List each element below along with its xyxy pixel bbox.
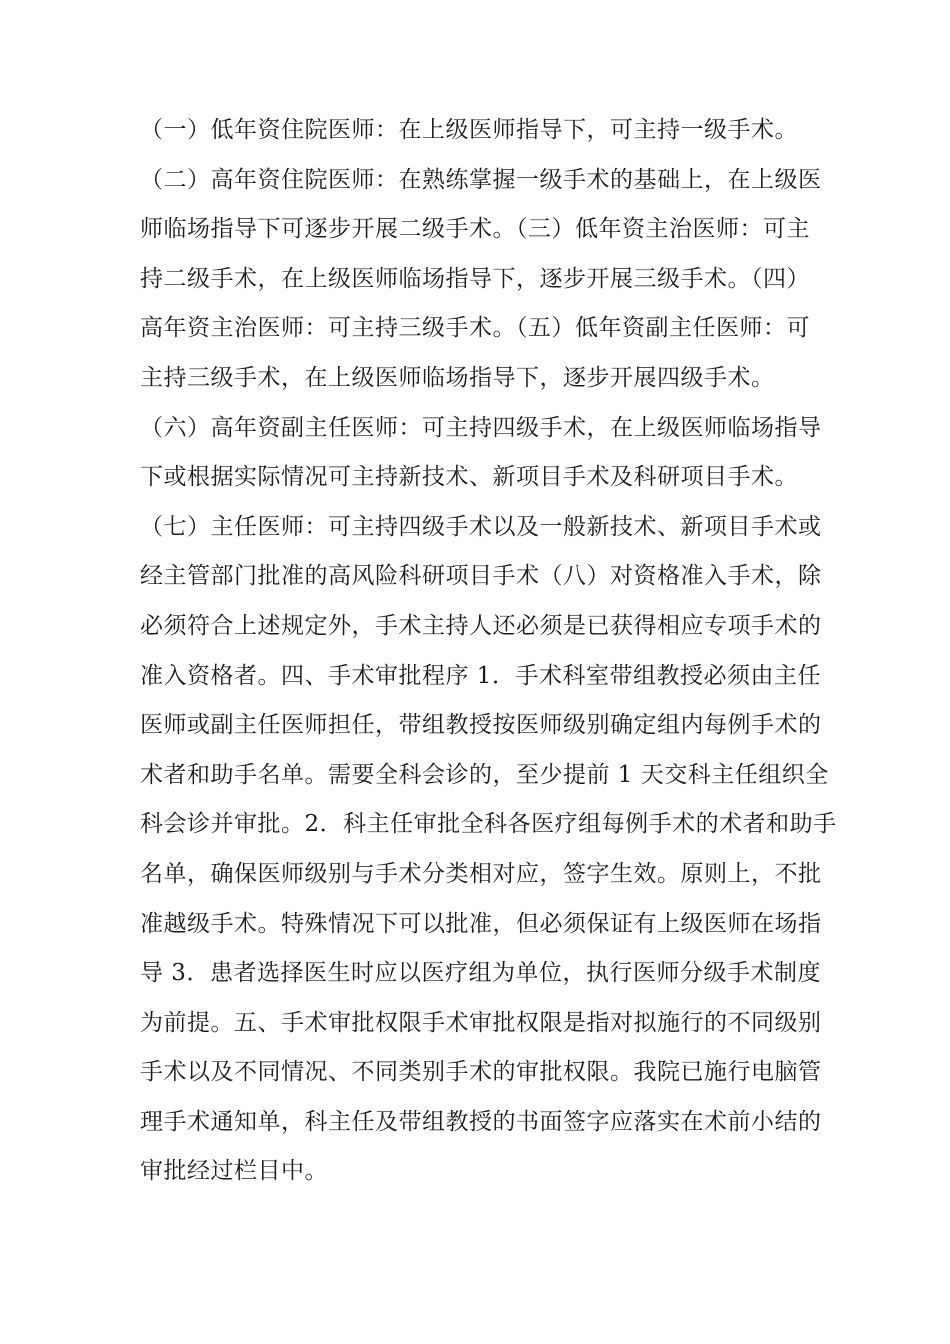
text-line: 手术以及不同情况、不同类别手术的审批权限。我院已施行电脑管: [140, 1059, 822, 1086]
text-line: 理手术通知单，科主任及带组教授的书面签字应落实在术前小结的: [140, 1108, 822, 1135]
text-line: 准越级手术。特殊情况下可以批准，但必须保证有上级医师在场指: [140, 910, 822, 937]
body-text: [140, 106, 840, 1197]
text-line: 医师或副主任医师担任，带组教授按医师级别确定组内每例手术的: [140, 712, 822, 739]
text-line: 必须符合上述规定外，手术主持人还必须是已获得相应专项手术的: [140, 612, 822, 639]
text-line: 名单，确保医师级别与手术分类相对应，签字生效。原则上，不批: [140, 860, 822, 887]
text-line: 高年资主治医师：可主持三级手术。（五）低年资副主任医师：可: [140, 315, 810, 342]
text-line: （二）高年资住院医师：在熟练掌握一级手术的基础上，在上级医: [140, 166, 822, 193]
text-line: （七）主任医师：可主持四级手术以及一般新技术、新项目手术或: [140, 513, 822, 540]
text-line: 经主管部门批准的高风险科研项目手术（八）对资格准入手术，除: [140, 563, 822, 590]
text-line: （一）低年资住院医师：在上级医师指导下，可主持一级手术。: [140, 117, 798, 143]
text-line: 为前提。五、手术审批权限手术审批权限是指对拟施行的不同级别: [140, 1009, 822, 1036]
text-line: 准入资格者。四、手术审批程序 1．手术科室带组教授必须由主任: [140, 662, 821, 689]
text-line: （六）高年资副主任医师：可主持四级手术，在上级医师临场指导: [140, 414, 822, 441]
text-line: 审批经过栏目中。: [140, 1158, 328, 1185]
text-line: 师临场指导下可逐步开展二级手术。（三）低年资主治医师：可主: [140, 216, 810, 243]
text-line: 持二级手术，在上级医师临场指导下，逐步开展三级手术。（四）: [140, 265, 810, 292]
text-line: 主持三级手术，在上级医师临场指导下，逐步开展四级手术。: [140, 364, 775, 391]
text-line: 术者和助手名单。需要全科会诊的，至少提前 1 天交科主任组织全: [140, 761, 829, 788]
text-line: 科会诊并审批。2．科主任审批全科各医疗组每例手术的术者和助手: [140, 811, 837, 838]
text-line: 导 3．患者选择医生时应以医疗组为单位，执行医师分级手术制度: [140, 960, 821, 987]
text-line: 下或根据实际情况可主持新技术、新项目手术及科研项目手术。: [140, 464, 798, 491]
